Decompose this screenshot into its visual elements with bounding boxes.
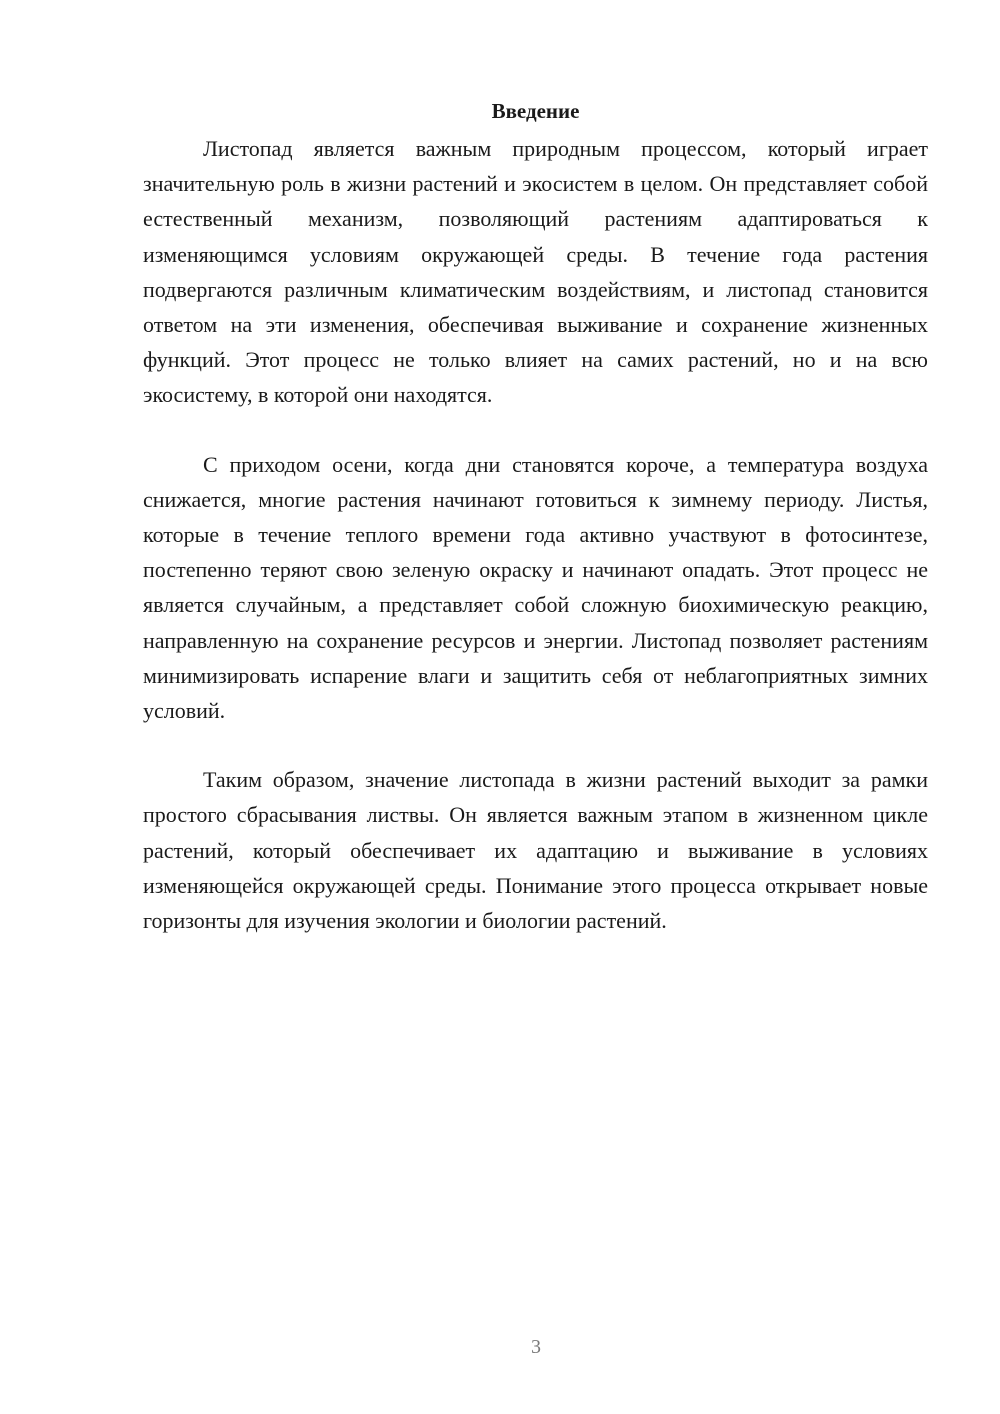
paragraph-2: С приходом осени, когда дни становятся короче, а температура воздуха снижается, многие растения начинают готовиться к зимнему периоду. Листья, которые в течение теплого времени года активно участвуют в фотосинтезе, постепенно теряют свою зеленую окраску и начинают опадать. Этот процесс не является случайным, а представляет собой сложную биохимическую реакцию, направленную на сохранение ресурсов и энергии. Листопад позволяет растениям минимизировать испарение влаги и защитить себя от неблагоприятных зимних условий. [143,451,928,724]
page-content [143,93,928,972]
paragraph-3: Таким образом, значение листопада в жизни растений выходит за рамки простого сбрасывания листвы. Он является важным этапом в жизненном цикле растений, который обеспечивает их адаптацию и выживание в условиях изменяющейся окружающей среды. Понимание этого процесса открывает новые горизонты для изучения экологии и биологии растений. [143,767,928,934]
section-heading: Введение [491,99,580,123]
paragraph-1: Листопад является важным природным процессом, который играет значительную роль в жизни растений и экосистем в целом. Он представляет собой естественный механизм, позволяющий растениям адаптироваться к изменяющимся условиям окружающей среды. В течение года растения подвергаются различным климатическим воздействиям, и листопад становится ответом на эти изменения, обеспечивая выживание и сохранение жизненных функций. Этот процесс не только влияет на самих растений, но и на всю экосистему, в которой они находятся. [143,136,928,408]
page-number: 3 [531,1336,541,1358]
